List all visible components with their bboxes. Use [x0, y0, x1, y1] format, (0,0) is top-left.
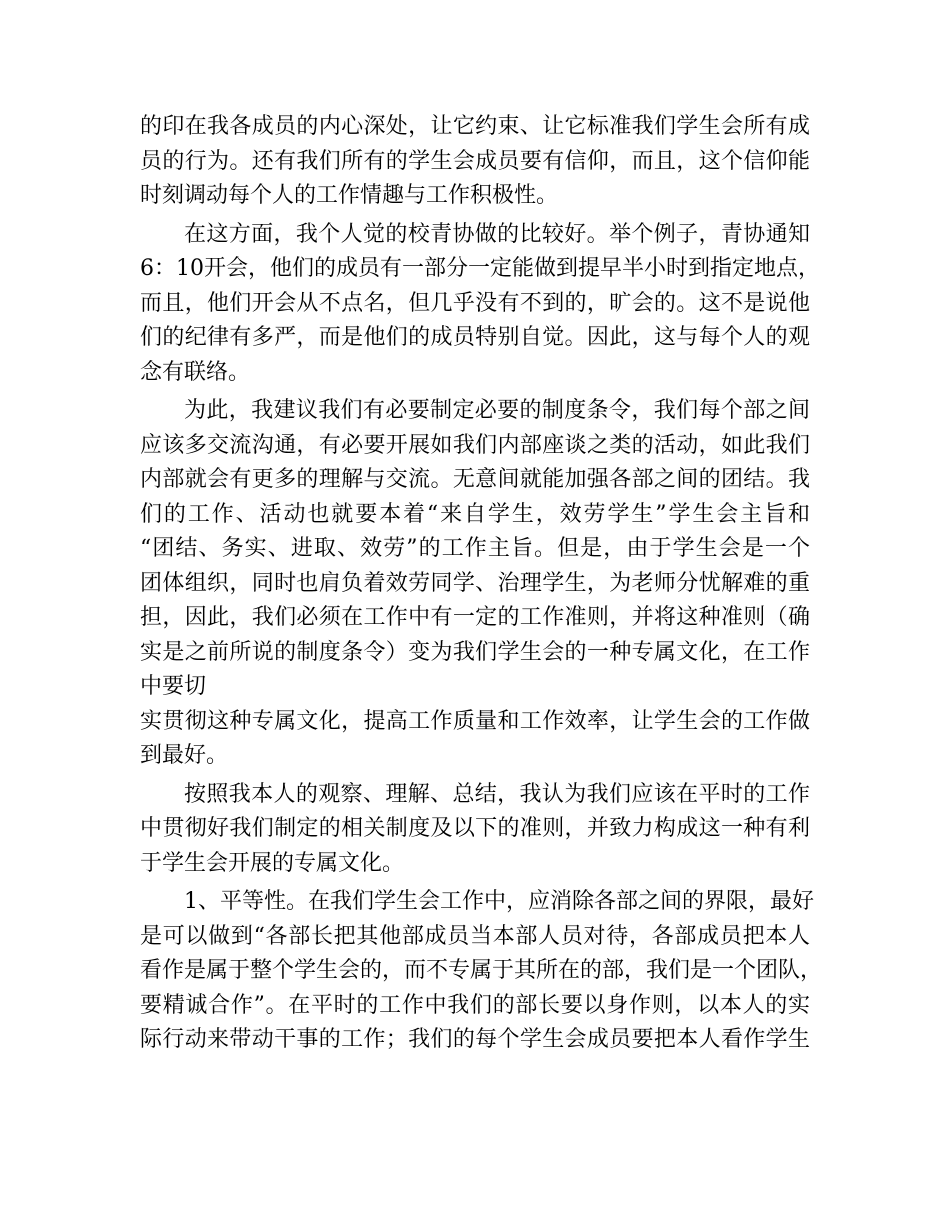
text-line: “团结、务实、进取、效劳”的工作主旨。但是，由于学生会是一个: [140, 536, 810, 561]
text-line: 按照我本人的观察、理解、总结，我认为我们应该在平时的工作: [184, 781, 810, 807]
text-line: 应该多交流沟通，有必要开展如我们内部座谈之类的活动，如此我们: [140, 432, 810, 458]
text-line: 们的工作、活动也就要本着“来自学生，效劳学生”学生会主旨和: [140, 501, 810, 527]
paragraph-4: [140, 705, 810, 774]
text-line: 要精诚合作”。在平时的工作中我们的部长要以身作则，以本人的实: [140, 992, 810, 1018]
paragraph-3: [140, 394, 810, 705]
text-line: 时刻调动每个人的工作情趣与工作积极性。: [140, 183, 559, 208]
text-line: 于学生会开展的专属文化。: [140, 850, 405, 876]
text-line: 是可以做到“各部长把其他部成员当本部人员对待，各部成员把本人: [140, 923, 810, 949]
text-line: 看作是属于整个学生会的，而不专属于其所在的部，我们是一个团队，: [140, 958, 823, 983]
text-line: 实是之前所说的制度条令）变为我们学生会的一种专属文化，在工作: [140, 639, 810, 665]
text-line: 们的纪律有多严，而是他们的成员特别自觉。因此，这与每个人的观: [140, 325, 810, 350]
text-line: 而且，他们开会从不点名，但几乎没有不到的，旷会的。这不是说他: [140, 290, 810, 316]
text-line: 到最好。: [140, 743, 229, 768]
text-line: 1、平等性。在我们学生会工作中，应消除各部之间的界限，最好: [184, 889, 814, 914]
paragraph-2: [140, 218, 820, 391]
text-line: 6：10开会，他们的成员有一部分一定能做到提早半小时到指定地点，: [140, 256, 820, 281]
text-line: 实贯彻这种专属文化，提高工作质量和工作效率，让学生会的工作做: [140, 708, 810, 734]
text-line: 的印在我各成员的内心深处，让它约束、让它标准我们学生会所有成: [140, 114, 810, 139]
text-line: 内部就会有更多的理解与交流。无意间就能加强各部之间的团结。我: [140, 467, 810, 492]
text-line: 担，因此，我们必须在工作中有一定的工作准则，并将这种准则（确: [140, 605, 810, 630]
text-line: 中贯彻好我们制定的相关制度及以下的准则，并致力构成这一种有利: [140, 816, 810, 841]
paragraph-6: [140, 885, 823, 1058]
text-line: 中要切: [140, 674, 207, 699]
text-line: 为此，我建议我们有必要制定必要的制度条令，我们每个部之间: [184, 398, 810, 423]
paragraph-1: [140, 110, 810, 214]
text-line: 在这方面，我个人觉的校青协做的比较好。举个例子，青协通知: [184, 221, 810, 247]
text-line: 员的行为。还有我们所有的学生会成员要有信仰，而且，这个信仰能: [140, 148, 810, 174]
text-line: 团体组织，同时也肩负着效劳同学、治理学生，为老师分忧解难的重: [140, 570, 810, 596]
text-line: 念有联络。: [140, 359, 251, 385]
paragraph-5: [140, 778, 810, 882]
text-line: 际行动来带动干事的工作；我们的每个学生会成员要把本人看作学生: [140, 1027, 810, 1052]
